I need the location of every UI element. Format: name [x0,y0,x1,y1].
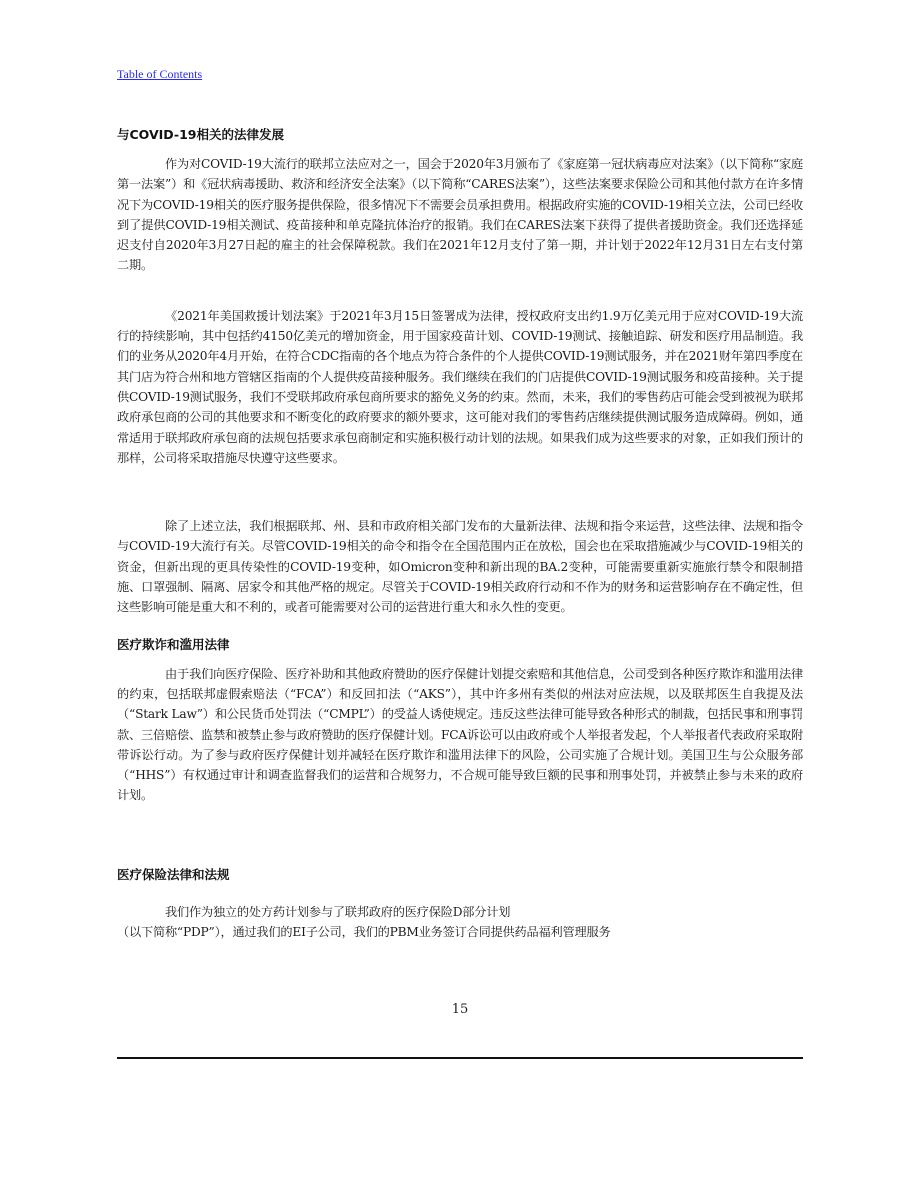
paragraph-covid-3: 除了上述立法，我们根据联邦、州、县和市政府相关部门发布的大量新法律、法规和指令来运营，这些法律、法规和指令与COVID-19大流行有关。尽管COVID-19相关的命令和指令在全国范围内正在放松，国会也在采取措施减少与COVID-19相关的资金，但新出现的更具传染性的COVID-19变种，如Omicron变种和新出现的BA.2变种，可能需要重新实施旅行禁令和限制措施、口罩强制、隔离、居家令和其他严格的规定。尽管关于COVID-19相关政府行动和不作为的财务和运营影响存在不确定性，但这些影响可能是重大和不利的，或者可能需要对公司的运营进行重大和永久性的变更。 [117,519,803,615]
spacer [117,276,803,306]
section-heading-covid: 与COVID-19相关的法律发展 [117,127,284,142]
paragraph-fraud-1: 由于我们向医疗保险、医疗补助和其他政府赞助的医疗保健计划提交索赔和其他信息，公司受到各种医疗欺诈和滥用法律的约束，包括联邦虚假索赔法（“FCA”）和反回扣法（“AKS”），其中许多州有类似的州法对应法规，以及联邦医生自我提及法（“Stark Law”）和公民货币处罚法（“CMPL”）的受益人诱使规定。违反这些法律可能导致各种形式的制裁，包括民事和刑事罚款、三倍赔偿、监禁和被禁止参与政府赞助的医疗保健计划。FCA诉讼可以由政府或个人举报者发起，个人举报者代表政府采取附带诉讼行动。为了参与政府医疗保健计划并减轻在医疗欺诈和滥用法律下的风险，公司实施了合规计划。美国卫生与公众服务部（“HHS”）有权通过审计和调查监督我们的运营和合规努力，不合规可能导致巨额的民事和刑事处罚，并被禁止参与未来的政府计划。 [117,666,803,803]
section-heading-medicare: 医疗保险法律和法规 [117,866,230,882]
paragraph-covid-2: 《2021年美国救援计划法案》于2021年3月15日签署成为法律，授权政府支出约1.9万亿美元用于应对COVID-19大流行的持续影响，其中包括约4150亿美元的增加资金，用于国家疫苗计划、COVID-19测试、接触追踪、研发和医疗用品制造。我们的业务从2020年4月开始，在符合CDC指南的各个地点为符合条件的个人提供COVID-19测试服务，并在2021财年第四季度在其门店为符合州和地方管辖区指南的个人提供疫苗接种服务。我们继续在我们的门店提供COVID-19测试服务和疫苗接种。关于提供COVID-19测试服务，我们不受联邦政府承包商所要求的豁免义务的约束。然而，未来，我们的零售药店可能会受到被视为联邦政府承包商的公司的其他要求和不断变化的政府要求的额外要求，这可能对我们的零售药店继续提供测试服务造成障碍。例如，通常适用于联邦政府承包商的法规包括要求承包商制定和实施积极行动计划的法规。如果我们成为这些要求的对象，正如我们预计的那样，公司将采取措施尽快遵守这些要求。 [117,308,803,465]
page-divider-rule [117,1057,803,1059]
page-content [117,126,803,942]
spacer [117,806,803,866]
spacer [117,618,803,636]
spacer [117,468,803,516]
paragraph-medicare-1 [117,902,803,943]
medicare-line-1: 我们作为独立的处方药计划参与了联邦政府的医疗保险D部分计划 [165,904,511,919]
paragraph-covid-1: 作为对COVID-19大流行的联邦立法应对之一，国会于2020年3月颁布了《家庭第一冠状病毒应对法案》（以下简称“家庭第一法案”）和《冠状病毒援助、救济和经济安全法案》（以下简称“CARES法案”），这些法案要求保险公司和其他付款方在许多情况下为COVID-19相关的医疗服务提供保险，很多情况下不需要会员承担费用。根据政府实施的COVID-19相关立法，公司已经收到了提供COVID-19相关测试、疫苗接种和单克隆抗体治疗的报销。我们在CARES法案下获得了提供者援助资金。我们还选择延迟支付自2020年3月27日起的雇主的社会保障税款。我们在2021年12月支付了第一期，并计划于2022年12月31日左右支付第二期。 [117,157,803,273]
spacer [117,894,803,902]
table-of-contents-link[interactable]: Table of Contents [117,67,203,81]
section-heading-fraud: 医疗欺诈和滥用法律 [117,636,230,652]
medicare-line-2: （以下简称“PDP”），通过我们的EI子公司，我们的PBM业务签订合同提供药品福利管理服务 [117,925,611,940]
page-number: 15 [451,1002,469,1017]
